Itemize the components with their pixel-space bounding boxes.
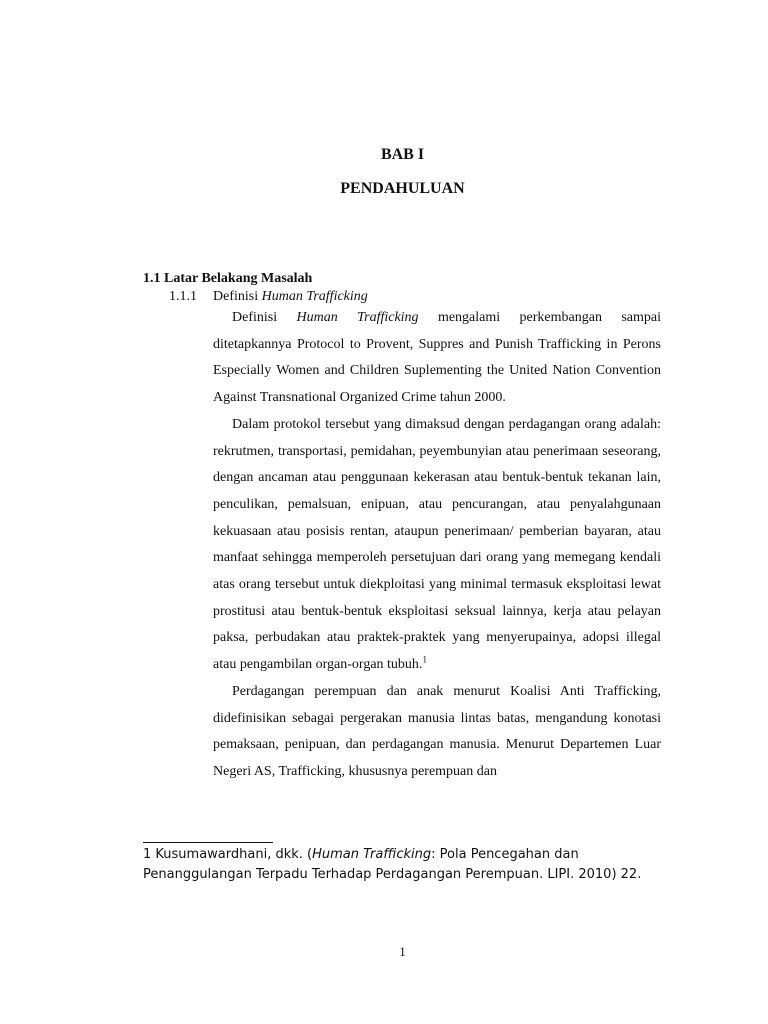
paragraph-text: mengalami perkembangan sampai ditetapkannya Protocol to Provent, Suppres and Punish Trafficking in Perons Especially Women and Children Suplementing the United Nation Convention Against Transnational Organized Crime tahun 2000. [213,310,661,406]
subsection-heading [169,289,368,305]
paragraph-italic-term: Human Trafficking [296,310,419,325]
paragraph-definition [213,305,661,412]
chapter-title: PENDAHULUAN [340,180,465,197]
footnote-separator [143,842,273,843]
footnote-reference[interactable]: 1 [422,654,427,665]
chapter-number: BAB I [380,146,425,163]
footnote-number: 1 [143,847,152,862]
footnote-text: : Pola Pencegahan dan Penanggulangan Terpadu Terhadap Perdagangan Perempuan. LIPI. 2010) 22. [143,847,642,882]
subsection-title-prefix: Definisi [213,289,262,304]
paragraph-text: Dalam protokol tersebut yang dimaksud dengan perdagangan orang adalah: rekrutmen, transportasi, pemidahan, peyembunyian atau penerimaan seseorang, dengan ancaman atau penggunaan kekerasan atau bentuk-bentuk tekanan lain, penculikan, pemalsuan, enipuan, atau pencurangan, atau penyalahgunaan kekuasaan atau posisis rentan, ataupun penerimaan/ pemberian bayaran, atau manfaat sehingga memperoleh persetujuan dari orang yang memegang kendali atas orang tersebut untuk diekploitasi yang minimal termasuk eksploitasi lewat prostitusi atau bentuk-bentuk eksploitasi seksual lainnya, kerja atau pelayan paksa, perbudakan atau praktek-praktek yang menyerupainya, adopsi illegal atau pengambilan organ-organ tubuh. [213,416,661,673]
footnote-italic-title: Human Trafficking [312,847,432,862]
paragraph-protocol [213,412,661,679]
subsection-number: 1.1.1 [169,289,197,304]
body-text [213,305,661,786]
paragraph-text: Definisi [232,310,297,325]
footnote-author: Kusumawardhani, dkk. ( [151,847,313,862]
page-number: 1 [399,944,406,959]
section-heading: 1.1 Latar Belakang Masalah [143,271,313,286]
footnote [143,845,663,885]
subsection-title-italic: Human Trafficking [261,289,368,304]
paragraph-text: Perdagangan perempuan dan anak menurut Koalisi Anti Trafficking, didefinisikan sebagai pergerakan manusia lintas batas, mengandung konotasi pemaksaan, penipuan, dan perdagangan manusia. Menurut Departemen Luar Negeri AS, Trafficking, khususnya perempuan dan [213,683,661,779]
paragraph-coalition [213,679,661,786]
